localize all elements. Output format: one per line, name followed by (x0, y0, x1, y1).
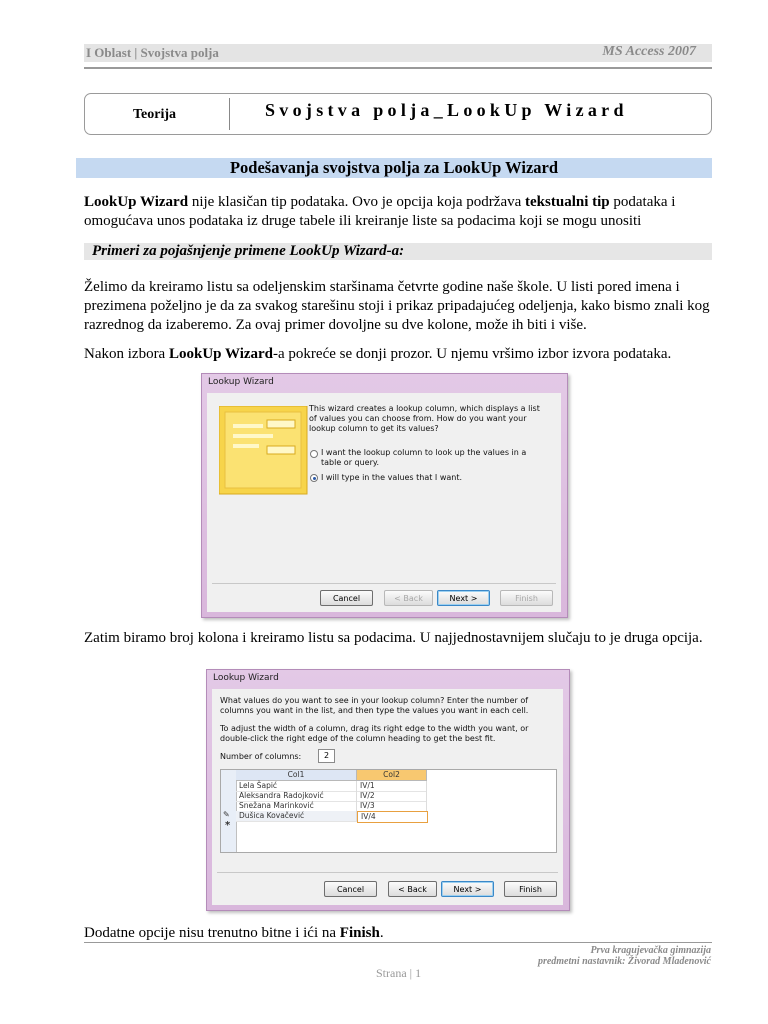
para2-text-2: -a pokreće se donji prozor. U njemu vršimo izbor izvora podataka. (273, 346, 672, 362)
wizard-illustration-icon (219, 406, 309, 496)
cell-col1[interactable]: Dušica Kovačević (236, 811, 357, 822)
intro-text-2: podataka i omogućava unos podataka iz druge tabele ili kreiranje liste sa podacima koji se mogu unositi (84, 194, 676, 229)
finish-button[interactable]: Finish (500, 590, 553, 606)
next-button[interactable]: Next > (437, 590, 490, 606)
lookup-wizard-dialog-2 (206, 669, 570, 911)
option-table-label[interactable]: I want the lookup column to look up the values in a table or query. (321, 448, 527, 467)
intro-text-1: nije klasičan tip podataka. Ovo je opcija koja podržava (188, 194, 526, 210)
cell-col1[interactable]: Aleksandra Radojković (236, 791, 357, 802)
back-button[interactable]: < Back (388, 881, 437, 897)
para2-text-1: Nakon izbora (84, 346, 169, 362)
dialog2-button-bar (324, 881, 564, 897)
table-row[interactable] (236, 791, 426, 801)
back-button[interactable]: < Back (384, 590, 433, 606)
option-type-label[interactable]: I will type in the values that I want. (321, 473, 463, 482)
intro-bold-1: LookUp Wizard (84, 194, 189, 210)
subheading: Primeri za pojašnjenje primene LookUp Wizard-a: (84, 243, 712, 260)
col2-header-label: Col2 (383, 770, 400, 779)
col1-header-label: Col1 (287, 770, 305, 779)
intro-paragraph (84, 193, 712, 231)
col1-header[interactable] (236, 770, 357, 781)
table-row[interactable] (236, 801, 426, 811)
cell-col2[interactable]: IV/1 (357, 781, 427, 792)
values-grid[interactable] (220, 769, 557, 853)
num-columns-label: Number of columns: (220, 752, 302, 761)
cancel-button[interactable]: Cancel (324, 881, 377, 897)
cell-col2[interactable]: IV/3 (357, 801, 427, 812)
table-row[interactable] (223, 810, 426, 821)
new-row-icon: * (225, 820, 231, 831)
para4-text: Dodatne opcije nisu trenutno bitne i ići na (84, 925, 340, 941)
dialog2-text-1: What values do you want to see in your lookup column? Enter the number of columns you want in the list, and then type the values you want in each cell. (220, 696, 529, 715)
dialog1-separator (212, 583, 556, 584)
para2-bold: LookUp Wizard (168, 346, 274, 362)
table-row[interactable] (236, 781, 426, 791)
next-button[interactable]: Next > (441, 881, 494, 897)
dialog1-body (207, 393, 561, 612)
page-number: Strana | 1 (376, 966, 422, 980)
cell-col2[interactable]: IV/2 (357, 791, 427, 802)
header-right: MS Access 2007 (602, 44, 696, 59)
dialog2-text-2: To adjust the width of a column, drag its right edge to the width you want, or double-click the right edge of the column heading to get the best fit. (220, 724, 529, 743)
footer-teacher: predmetni nastavnik: Živorad Mladenović (537, 956, 711, 967)
header-divider (84, 67, 712, 69)
paragraph-1: Želimo da kreiramo listu sa odeljenskim staršinama četvrte godine naše škole. U listi pored imena i prezimena poželjno je da za svakog starešinu stoji i prikaz pripadajućeg odeljenja, kako bismo znali kog razrednog da izaberemo. Za ovaj primer dovoljne su dve kolone, može ih biti i više. (84, 279, 710, 333)
footer-divider (84, 942, 712, 943)
dialog1-title: Lookup Wizard (208, 377, 274, 387)
paragraph-2 (84, 345, 712, 364)
title-box-divider (229, 98, 230, 130)
finish-button[interactable]: Finish (504, 881, 557, 897)
dialog2-separator (217, 872, 558, 873)
title-box-label: Teorija (133, 107, 177, 122)
title-box (84, 93, 712, 135)
dialog2-title: Lookup Wizard (213, 673, 279, 683)
cell-col1[interactable]: Lela Šapić (236, 781, 357, 792)
header-left: I Oblast | Svojstva polja (86, 45, 219, 60)
option-table-radio[interactable] (310, 450, 318, 458)
edit-pencil-icon: ✎ (223, 810, 230, 819)
page-title: Svojstva polja_LookUp Wizard (265, 100, 628, 120)
col2-header[interactable] (357, 770, 427, 781)
dialog1-text: This wizard creates a lookup column, which displays a list of values you can choose from. How do you want your lookup column to get its values? (309, 404, 540, 433)
paragraph-3: Zatim biramo broj kolona i kreiramo listu sa podacima. U najjednostavnijem slučaju to je druga opcija. (84, 630, 703, 646)
cell-col1[interactable]: Snežana Marinković (236, 801, 357, 812)
cell-col2[interactable]: IV/4 (357, 811, 428, 823)
section-title: Podešavanja svojstva polja za LookUp Wizard (76, 158, 712, 178)
para4-bold: Finish (339, 925, 380, 941)
lookup-wizard-dialog-1 (201, 373, 568, 618)
dialog1-button-bar (320, 590, 560, 606)
intro-bold-2: tekstualni tip (525, 194, 610, 210)
cancel-button[interactable]: Cancel (320, 590, 373, 606)
para4-end: . (379, 925, 384, 941)
dialog2-body (212, 689, 563, 905)
paragraph-4 (84, 924, 712, 943)
page-label: Strana (376, 966, 407, 980)
footer-school: Prva kragujevačka gimnazija (590, 945, 711, 956)
num-columns-input[interactable]: 2 (318, 749, 335, 763)
page-number-value: 1 (415, 966, 422, 980)
page-header (84, 44, 712, 62)
option-type-radio[interactable] (310, 474, 318, 482)
